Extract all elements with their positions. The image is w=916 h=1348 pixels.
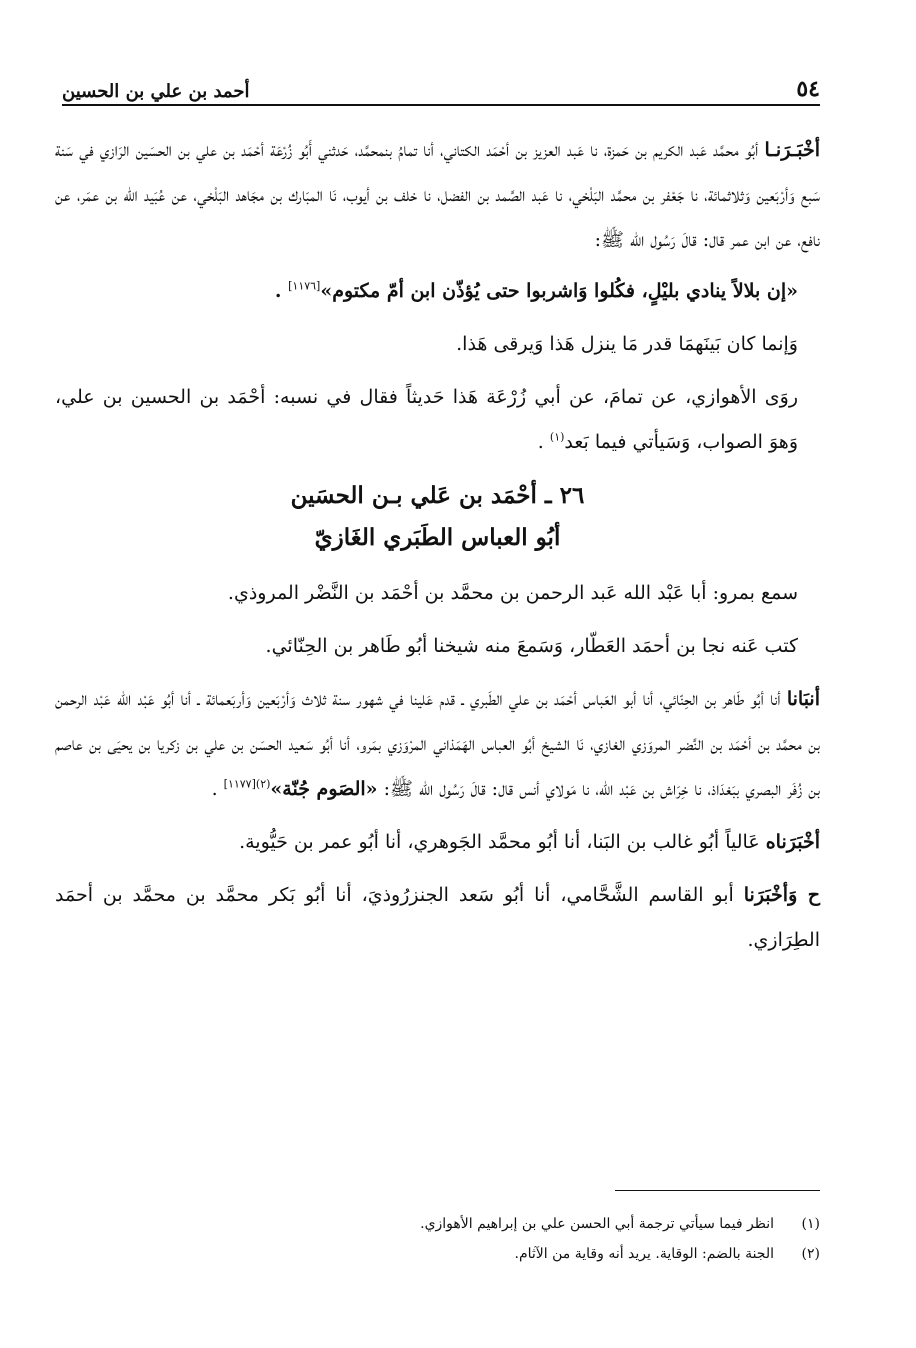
paragraph-isnad-1: [55, 128, 820, 263]
biography-subtitle: أبُو العباس الطَبَري الغَازيّ: [314, 524, 561, 551]
biography-heading: [55, 475, 820, 559]
main-text: [55, 128, 820, 963]
paragraph-text: روَى الأهوازي، عن تمامَ، عن أبي زُرْعَة هَذا حَديثاً فقال في نسبه: أحْمَد بن الحسين بن علي، وَهوَ الصواب، وَسَيأتي فيما بَعد: [55, 386, 798, 453]
footnote-text: انظر فيما سيأتي ترجمة أبي الحسن علي بن إبراهيم الأهوازي.: [420, 1216, 774, 1232]
footnote-marker: (١): [549, 430, 565, 444]
paragraph-isnad-4: [55, 873, 820, 963]
hadith-matn: «الصَوم جُنّة»: [270, 778, 378, 800]
paragraph-heard: سمع بمرو: أبا عَبْد الله عَبد الرحمن بن محمَّد بن أحْمَد بن النَّضْر المروذي.: [227, 582, 798, 604]
footnote-number: (٢): [801, 1246, 820, 1262]
paragraph-text: عَالياً أبُو غالب بن البَنا، أنا أبُو محمَّد الجَوهري، أنا أبُو عمر بن حَيُّوية.: [239, 831, 766, 853]
isnad-lead-word: أخْبَـرَنـا: [764, 139, 820, 161]
footnote-item: [55, 1209, 820, 1239]
running-title: أحمد بن علي بن الحسين: [62, 81, 250, 102]
hadith-reference: (٢)[١١٧٧]: [223, 777, 271, 791]
footnote-text: الجنة بالضم: الوقاية. يريد أنه وقاية من الآثام.: [514, 1246, 774, 1262]
paragraph-text: أنا أبُو طَاهر بن الحِنّائي، أنا أبو العَباس أحْمَد بن علي الطَبري ـ قدم عَلينا في شهور سنة ثلاث وَأرْبَعين وَأربَعمائة ـ أنا أبُو عَبْد الله عَبْد الرحمن بن محمَّد بن أحْمَد بن النَّضر المروَزي الغازي، نَا الشيخ أبُو العباس الهَمَذاني المرْوَزي بمَرو، أنا أبُو سَعيد الحسَن بن علي بن زكريا بن يحيَى بن عاصم بن زُفَر البصري ببَغدَاذ، نا خِرَاش بن عَبْد الله، نا مَولاي أنس قال: قالَ رَسُول الله ﷺ:: [55, 688, 820, 800]
footnote-number: (١): [801, 1216, 820, 1232]
isnad-lead-word: ح وَأخْبَرَنا: [743, 884, 820, 906]
hadith-text: «إن بلالاً ينادي بليْلٍ، فكُلوا وَاشربوا حتى يُؤذّن ابن أمّ مكتوم»[١١٧٦] .: [274, 279, 798, 302]
paragraph-wrote: كتب عَنه نجا بن أحمَد العَطّار، وَسَمعَ منه شيخنا أبُو طَاهر بن الحِنّائي.: [265, 635, 798, 657]
paragraph-isnad-3: [55, 820, 820, 865]
paragraph-text: أبو القاسم الشَّحَّامي، أنا أبُو سَعد الجنزرُوذيَ، أنا أبُو بَكر محمَّد بن محمَّد بن أحمَد الطِرَازي.: [55, 884, 820, 951]
hadith-reference: [١١٧٦]: [288, 279, 321, 293]
page-number: ٥٤: [796, 76, 820, 102]
paragraph-isnad-2: أنبَانا أنا أبُو طَاهر بن الحِنّائي، أنا أبو العَباس أحْمَد بن علي الطَبري ـ قدم عَلينا في شهور سنة ثلاث وَأرْبَعين وَأربَعمائة ـ أنا أبُو عَبْد الله عَبْد الرحمن بن محمَّد بن أحْمَد بن النَّضر المروَزي الغازي، نَا الشيخ أبُو العباس الهَمَذاني المرْوَزي بمَرو، أنا أبُو سَعيد الحسَن بن علي بن زكريا بن يحيَى بن عاصم بن زُفَر البصري ببَغدَاذ، نا خِرَاش بن عَبْد الله، نا مَولاي أنس قال: قالَ رَسُول الله ﷺ: «الصَوم جُنّة»$^{(٢)[١١٧٧]}$ .: [55, 688, 820, 800]
page-header: [62, 68, 820, 106]
footnote-item: [55, 1239, 820, 1269]
footnote-divider: [615, 1190, 820, 1191]
paragraph-text: أبُو محمَّد عَبد الكريم بن حَمزة، نا عَبد العزيز بن أحْمَد الكتاني، أنا تمامُ بنمحمَّد، حَدثني أَبُو زُرْعَة أحْمَد بن علي بن الحسَين الرَازي في سَنة سَبع وَأرْبَعين وَثلاثمائة، نا جَعْفر بن محمَّد البَلْخي، نا عَبد الصَّمد بن الفضل، نا خلف بن أيوب، نَا المبَارك بن مجَاهد البَلْخي، عن عُبَيد الله بن عمَر، عن نافع، عن ابن عمر قال: قالَ رَسُول الله ﷺ:: [55, 139, 820, 251]
isnad-lead-word: أخْبَرَناه: [765, 831, 820, 853]
footnotes: [55, 1190, 820, 1269]
paragraph-note: روَى الأهوازي، عن تمامَ، عن أبي زُرْعَة هَذا حَديثاً فقال في نسبه: أحْمَد بن الحسين بن علي، وَهوَ الصواب، وَسَيأتي فيما بَعد$^{(١)}$ .: [55, 386, 798, 453]
isnad-lead-word: أنبَانا: [786, 688, 820, 710]
biography-title: ٢٦ ـ أحْمَد بن عَلي بـن الحسَين: [290, 482, 585, 509]
hadith-matn: «إن بلالاً ينادي بليْلٍ، فكُلوا وَاشربوا حتى يُؤذّن ابن أمّ مكتوم»: [320, 280, 798, 302]
paragraph-comment: وَإنما كان بَينَهمَا قدر مَا ينزل هَذا وَيرقى هَذا.: [456, 333, 798, 355]
